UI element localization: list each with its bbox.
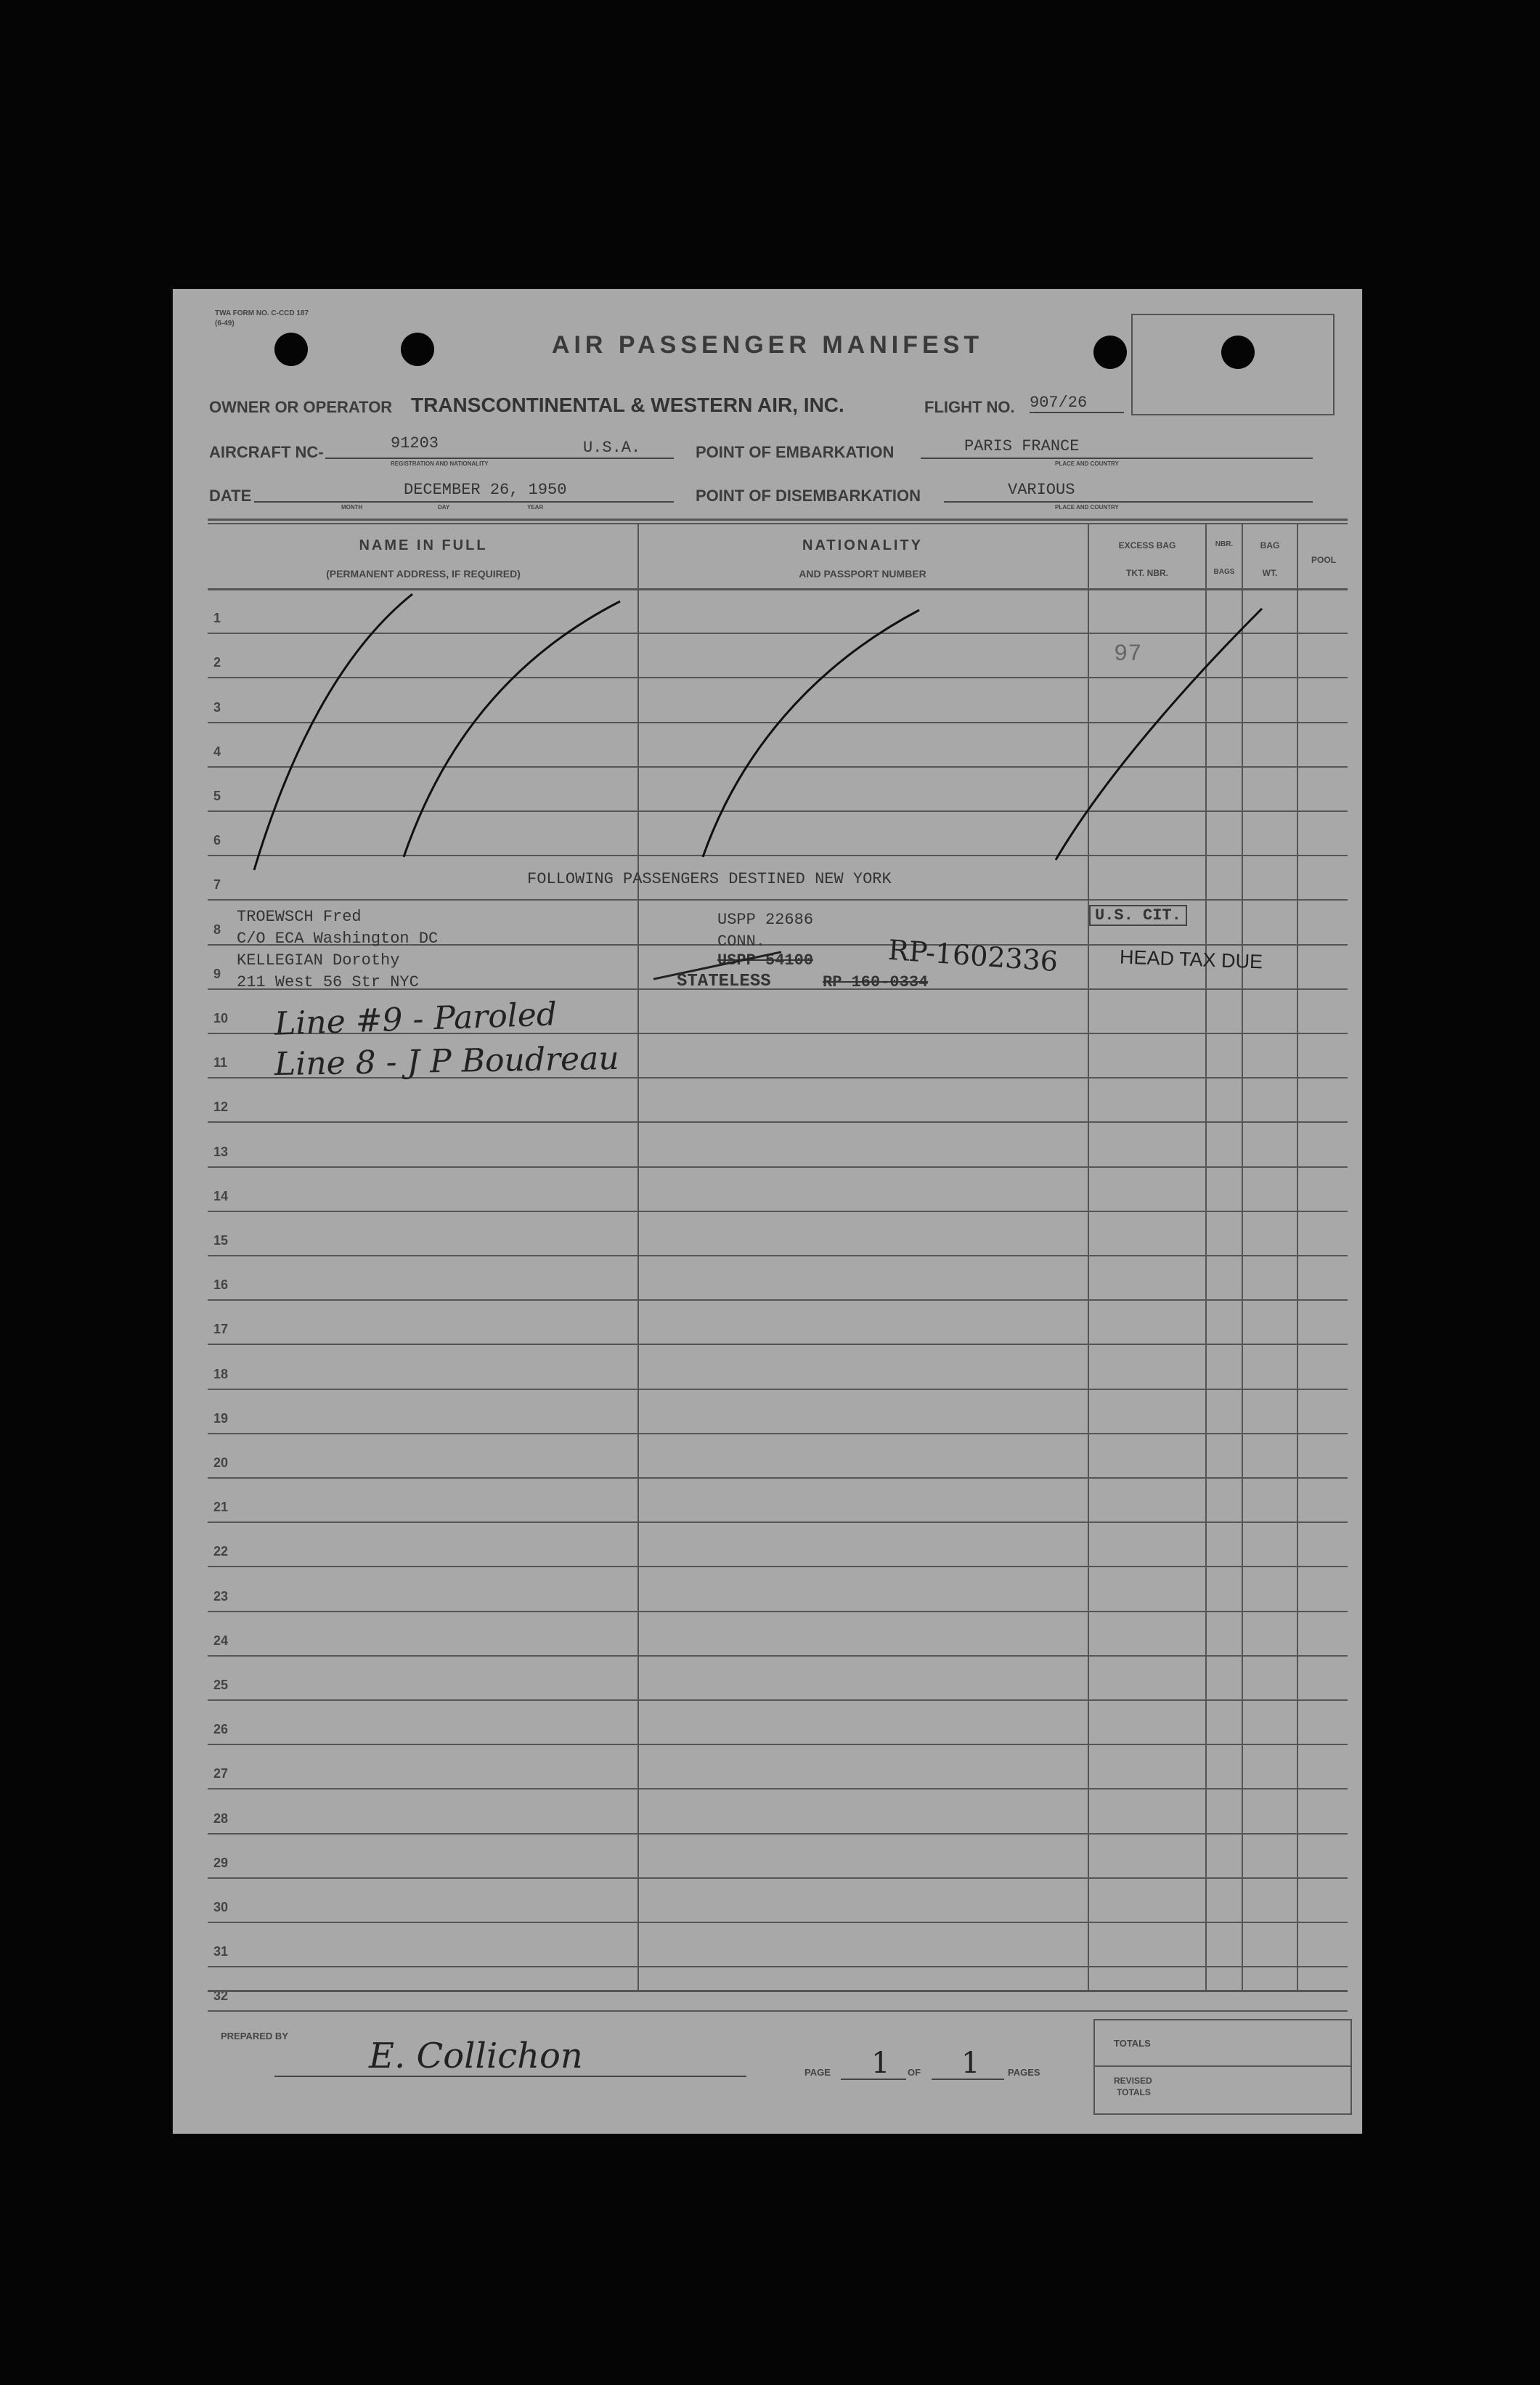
disembark-place-caption: PLACE AND COUNTRY xyxy=(1055,504,1119,511)
passenger2-name: KELLEGIAN Dorothy xyxy=(237,951,400,970)
of-label: OF xyxy=(908,2067,921,2078)
row-number: 3 xyxy=(213,699,221,715)
embark-label: POINT OF EMBARKATION xyxy=(696,443,895,461)
col-header-nationality: NATIONALITY xyxy=(802,537,923,553)
flight-label: FLIGHT NO. xyxy=(924,398,1015,416)
strike-mark-4 xyxy=(1056,609,1262,860)
row7-note: FOLLOWING PASSENGERS DESTINED NEW YORK xyxy=(527,870,892,888)
row-number: 24 xyxy=(213,1633,229,1648)
form-edition: (6-49) xyxy=(215,320,235,328)
strike-mark-1 xyxy=(254,594,412,870)
row-number: 20 xyxy=(213,1455,229,1470)
col-subheader-wt: WT. xyxy=(1262,568,1278,578)
row-number: 7 xyxy=(213,877,221,893)
row-number: 31 xyxy=(213,1944,229,1959)
flight-value: 907/26 xyxy=(1030,394,1124,413)
row-number: 12 xyxy=(213,1100,229,1115)
revised-label-2: TOTALS xyxy=(1117,2087,1151,2097)
row-number: 13 xyxy=(213,1144,229,1159)
col-subheader-nationality: AND PASSPORT NUMBER xyxy=(799,568,926,580)
prepared-signature: E. Collichon xyxy=(369,2036,583,2076)
passenger2-address: 211 West 56 Str NYC xyxy=(237,973,419,991)
handwritten-line-11: Line 8 - J P Boudreau xyxy=(274,1039,620,1084)
passenger2-status: STATELESS xyxy=(677,972,771,991)
row-number: 15 xyxy=(213,1233,229,1248)
passenger2-nationality: CONN. xyxy=(717,933,766,951)
col-subheader-name: (PERMANENT ADDRESS, IF REQUIRED) xyxy=(326,568,521,580)
row-number: 18 xyxy=(213,1366,229,1381)
owner-label: OWNER OR OPERATOR xyxy=(209,398,393,416)
passenger1-address: C/O ECA Washington DC xyxy=(237,930,439,948)
row-number: 27 xyxy=(213,1766,229,1781)
date-caption-day: DAY xyxy=(438,504,450,511)
date-value: DECEMBER 26, 1950 xyxy=(404,481,567,499)
form-title: AIR PASSENGER MANIFEST xyxy=(551,331,984,359)
passenger1-passport: USPP 22686 xyxy=(717,911,814,929)
prepared-label: PREPARED BY xyxy=(221,2031,288,2041)
date-caption-year: YEAR xyxy=(527,504,544,511)
row-number: 25 xyxy=(213,1678,229,1692)
totals-label: TOTALS xyxy=(1114,2038,1151,2049)
row-number: 10 xyxy=(213,1011,229,1025)
row-number: 16 xyxy=(213,1277,229,1293)
disembark-value: VARIOUS xyxy=(1008,481,1075,499)
col-header-pool: POOL xyxy=(1311,555,1336,565)
col-subheader-bags: BAGS xyxy=(1213,568,1235,576)
row-number: 5 xyxy=(213,789,221,803)
page-label: PAGE xyxy=(804,2067,831,2078)
col-header-wt: BAG xyxy=(1260,540,1280,550)
date-caption-month: MONTH xyxy=(341,504,363,511)
passenger2-head-tax-note: HEAD TAX DUE xyxy=(1119,946,1263,973)
row-number: 11 xyxy=(213,1055,228,1070)
row-number: 29 xyxy=(213,1855,229,1870)
passenger1-name: TROEWSCH Fred xyxy=(237,908,362,926)
strike-mark-2 xyxy=(404,601,620,857)
aircraft-label: AIRCRAFT NC- xyxy=(209,443,324,461)
revised-label: REVISED xyxy=(1114,2076,1152,2086)
embark-place-caption: PLACE AND COUNTRY xyxy=(1055,460,1119,467)
row2-excess-mark: 97 xyxy=(1114,641,1142,667)
handwritten-line-10: Line #9 - Paroled xyxy=(274,996,558,1043)
row-number: 6 xyxy=(213,833,221,848)
row-number: 26 xyxy=(213,1722,229,1737)
row-number: 21 xyxy=(213,1500,229,1515)
aircraft-nationality: U.S.A. xyxy=(583,439,641,457)
row-number: 32 xyxy=(213,1988,229,2004)
row-number: 9 xyxy=(213,966,221,981)
form-number: TWA FORM NO. C-CCD 187 xyxy=(215,309,309,317)
date-label: DATE xyxy=(209,487,252,505)
row-number: 23 xyxy=(213,1588,229,1604)
passenger2-struck-passport-2: RP 160-0334 xyxy=(823,973,929,991)
passenger2-passport-handwritten: RP-1602336 xyxy=(887,933,1059,978)
manifest-sheet xyxy=(173,289,1362,2134)
row-number: 19 xyxy=(213,1410,229,1426)
row-number: 8 xyxy=(213,922,221,937)
disembark-label: POINT OF DISEMBARKATION xyxy=(696,487,921,505)
row-number: 17 xyxy=(213,1322,229,1337)
pages-label: PAGES xyxy=(1008,2067,1040,2078)
row-number: 28 xyxy=(213,1811,229,1826)
row-number: 14 xyxy=(213,1188,229,1203)
row-number: 2 xyxy=(213,655,221,670)
row-number: 22 xyxy=(213,1544,229,1559)
col-header-excess: EXCESS BAG xyxy=(1118,540,1176,550)
page-value: 1 xyxy=(871,2047,890,2080)
passenger2-struck-passport-1: USPP 54100 xyxy=(717,951,814,970)
diagonal-strike-marks xyxy=(173,289,1362,2134)
row-number: 1 xyxy=(213,611,221,626)
row-number: 4 xyxy=(213,744,221,759)
row-number: 30 xyxy=(213,1900,229,1914)
strike-mark-3 xyxy=(703,610,919,857)
aircraft-number: 91203 xyxy=(391,434,439,452)
of-value: 1 xyxy=(961,2047,980,2080)
col-header-bags: NBR. xyxy=(1215,540,1234,548)
col-subheader-excess: TKT. NBR. xyxy=(1126,568,1168,578)
col-header-name: NAME IN FULL xyxy=(359,537,488,553)
passenger1-citizenship-stamp: U.S. CIT. xyxy=(1089,905,1187,926)
registration-caption: REGISTRATION AND NATIONALITY xyxy=(391,460,489,467)
embark-value: PARIS FRANCE xyxy=(964,437,1080,455)
owner-value: TRANSCONTINENTAL & WESTERN AIR, INC. xyxy=(411,394,844,416)
